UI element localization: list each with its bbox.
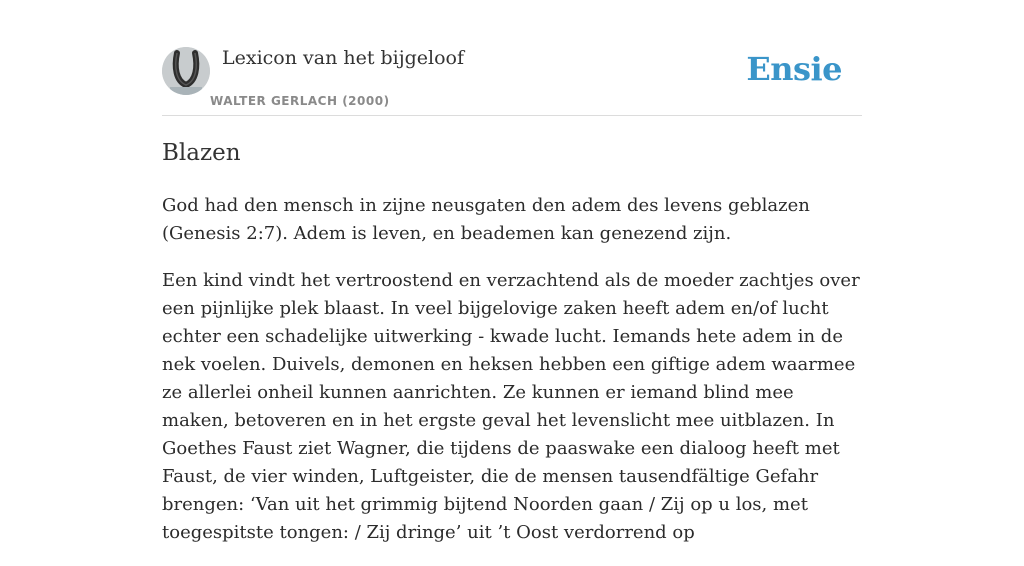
book-title[interactable]: Lexicon van het bijgeloof [222,47,465,69]
book-header [162,44,862,116]
ensie-logo-link[interactable]: Ensie [746,50,842,88]
author-line[interactable]: WALTER GERLACH (2000) [210,94,390,108]
paragraph: God had den mensch in zijne neusgaten den adem des levens geblazen (Genesis 2:7). Adem is leven, en beademen kan genezend zijn. [162,195,810,244]
horseshoe-image [162,47,210,95]
horseshoe-icon[interactable] [162,47,210,95]
paragraph: Een kind vindt het vertroostend en verzachtend als de moeder zachtjes over een pijnlijke plek blaast. In veel bijgelovige zaken heeft adem en/of lucht echter een schadelijke uitwerking - kwade lucht. Iemands hete adem in de nek voelen. Duivels, demonen en heksen hebben een giftige adem waarmee ze allerlei onheil kunnen aanrichten. Ze kunnen er iemand blind mee maken, betoveren en in het ergste geval het levenslicht mee uitblazen. In Goethes Faust ziet Wagner, die tijdens de paaswake een dialoog heeft met Faust, de vier winden, Luftgeister, die de mensen tausendfältige Gefahr brengen: ‘Van uit het grimmig bijtend Noorden gaan / Zij op u los, met toegespitste tongen: / Zij dringe’ uit ’t Oost verdorrend op [162,270,860,543]
page-title: Blazen [162,140,241,166]
article-body [162,192,862,566]
